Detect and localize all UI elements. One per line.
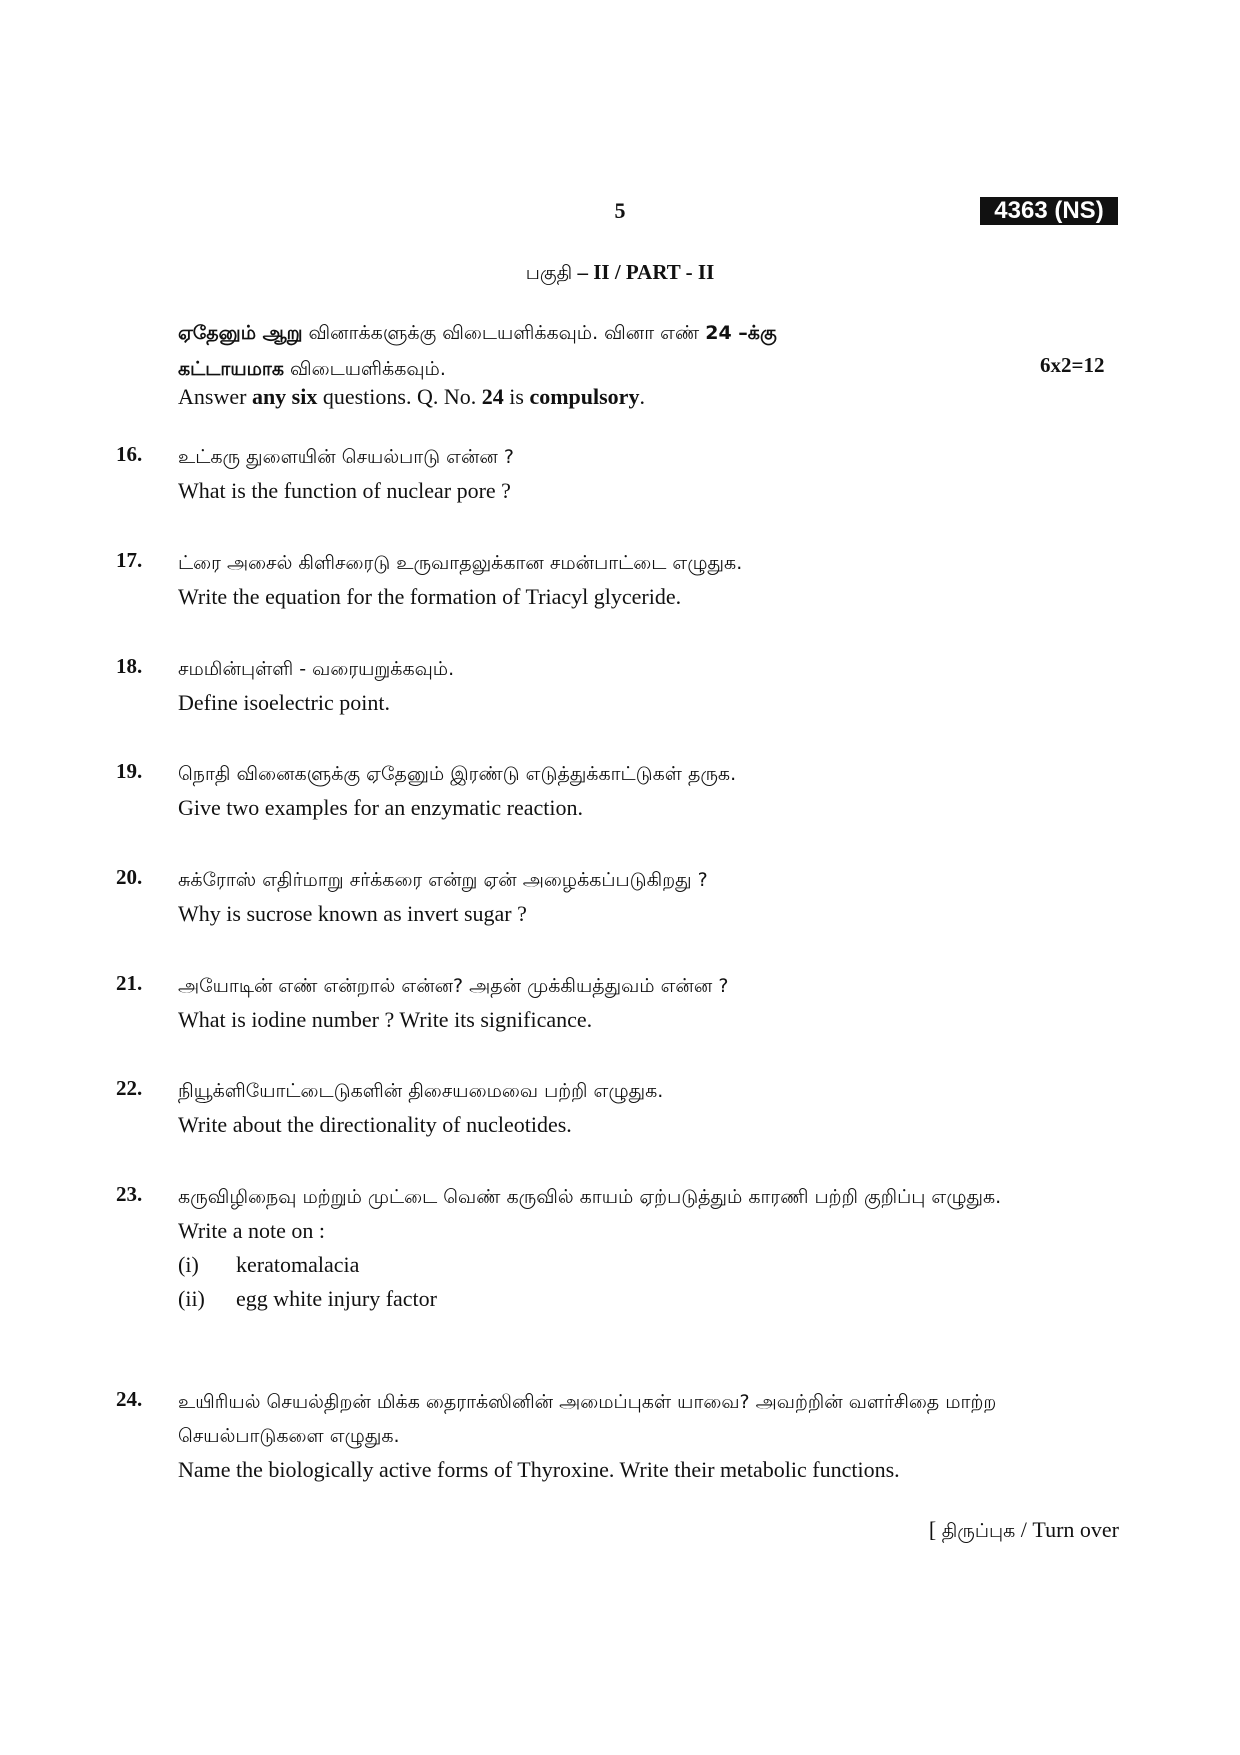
sub-item-text: keratomalacia xyxy=(236,1252,360,1277)
question-number: 24. xyxy=(116,1387,143,1411)
marks-allocation: 6x2=12 xyxy=(1040,353,1105,377)
question-tamil: சமமின்புள்ளி - வரையறுக்கவும். xyxy=(178,658,455,680)
question-english: Write a note on : xyxy=(178,1218,325,1243)
question-tamil: உயிரியல் செயல்திறன் மிக்க தைராக்ஸினின் அமைப்புகள் யாவை? அவற்றின் வளர்சிதை மாற்ற செயல்பாடுகளை எழுதுக. xyxy=(178,1391,997,1447)
instr-en-text-3: is xyxy=(503,384,530,409)
question-tamil: ட்ரை அசைல் கிளிசரைடு உருவாதலுக்கான சமன்பாட்டை எழுதுக. xyxy=(178,552,743,574)
instr-tamil-bold-3: கட்டாயமாக xyxy=(178,358,284,380)
question-number: 23. xyxy=(116,1182,143,1206)
instr-tamil-text-1: வினாக்களுக்கு விடையளிக்கவும். வினா எண் xyxy=(302,322,706,344)
question-number: 19. xyxy=(116,759,143,783)
instr-en-text-1: Answer xyxy=(178,384,252,409)
question-body xyxy=(178,546,1078,614)
instr-tamil-bold-1: ஏதேனும் ஆறு xyxy=(178,322,303,344)
question-number: 18. xyxy=(116,654,143,678)
question-english: Write about the directionality of nucleotides. xyxy=(178,1112,572,1137)
sub-item xyxy=(178,1248,1068,1282)
question-body xyxy=(178,757,1078,825)
sub-item-label: (ii) xyxy=(178,1286,205,1311)
instr-en-text-4: . xyxy=(639,384,645,409)
question-number: 22. xyxy=(116,1076,143,1100)
question-tamil: சுக்ரோஸ் எதிர்மாறு சர்க்கரை என்று ஏன் அழைக்கப்படுகிறது ? xyxy=(178,869,708,891)
turn-over-english: / Turn over xyxy=(1015,1517,1119,1542)
question-tamil: அயோடின் எண் என்றால் என்ன? அதன் முக்கியத்துவம் என்ன ? xyxy=(178,975,729,997)
question-number: 21. xyxy=(116,971,143,995)
instr-en-bold-1: any six xyxy=(251,384,318,409)
page-number: 5 xyxy=(614,198,626,223)
question-english: Why is sucrose known as invert sugar ? xyxy=(178,901,527,926)
instr-en-bold-2: 24 xyxy=(481,384,504,409)
instr-tamil-text-2: விடையளிக்கவும். xyxy=(283,358,446,380)
question-english: Name the biologically active forms of Thyroxine. Write their metabolic functions. xyxy=(178,1457,900,1482)
turn-over-note xyxy=(870,1517,1119,1545)
sub-item-label: (i) xyxy=(178,1252,199,1277)
question-tamil: கருவிழிநைவு மற்றும் முட்டை வெண் கருவில் காயம் ஏற்படுத்தும் காரணி பற்றி குறிப்பு எழுதுக. xyxy=(178,1186,1002,1208)
question-english: What is iodine number ? Write its significance. xyxy=(178,1007,593,1032)
question-body xyxy=(178,652,1078,720)
question-number: 17. xyxy=(116,548,143,572)
instr-tamil-bold-2: 24 –க்கு xyxy=(705,322,777,344)
question-english: Define isoelectric point. xyxy=(178,690,390,715)
question-body xyxy=(178,1385,1068,1487)
sub-item-text: egg white injury factor xyxy=(236,1286,437,1311)
question-english: Write the equation for the formation of Triacyl glyceride. xyxy=(178,584,682,609)
question-tamil: நொதி வினைகளுக்கு ஏதேனும் இரண்டு எடுத்துக்காட்டுகள் தருக. xyxy=(178,763,737,785)
part-heading xyxy=(0,260,1240,287)
paper-code: 4363 (NS) xyxy=(980,197,1118,225)
instr-en-bold-3: compulsory xyxy=(529,384,640,409)
sub-item xyxy=(178,1282,1068,1316)
part-heading-english: – II / PART - II xyxy=(577,260,715,284)
instr-en-text-2: questions. Q. No. xyxy=(317,384,482,409)
question-body xyxy=(178,1180,1068,1316)
part-heading-tamil: பகுதி xyxy=(525,262,573,284)
sub-item-list xyxy=(178,1248,1068,1316)
instructions-english xyxy=(178,384,645,410)
turn-over-bracket: [ xyxy=(928,1517,942,1542)
question-body xyxy=(178,440,1078,508)
instructions-tamil xyxy=(178,315,1058,387)
question-body xyxy=(178,1074,1078,1142)
question-english: What is the function of nuclear pore ? xyxy=(178,478,511,503)
question-english: Give two examples for an enzymatic reaction. xyxy=(178,795,584,820)
question-number: 20. xyxy=(116,865,143,889)
question-tamil: உட்கரு துளையின் செயல்பாடு என்ன ? xyxy=(178,446,514,468)
question-body xyxy=(178,863,1078,931)
question-tamil: நியூக்ளியோட்டைடுகளின் திசையமைவை பற்றி எழுதுக. xyxy=(178,1080,664,1102)
turn-over-tamil: திருப்புக xyxy=(941,1520,1016,1542)
question-number: 16. xyxy=(116,442,143,466)
question-body xyxy=(178,969,1078,1037)
